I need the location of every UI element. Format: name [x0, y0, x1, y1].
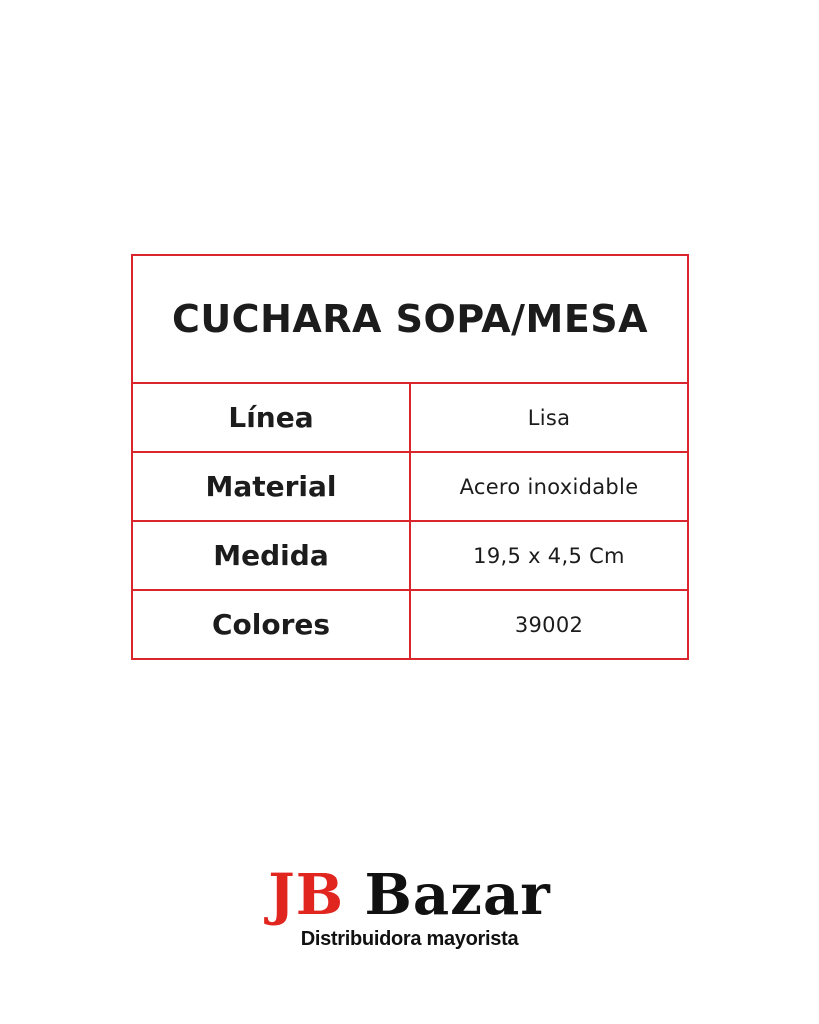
- spec-label-linea: Línea: [132, 383, 410, 452]
- spec-value-colores: 39002: [410, 590, 688, 659]
- brand-name-bazar: Bazar: [364, 862, 551, 928]
- table-row: [132, 590, 688, 659]
- product-spec-table: [131, 254, 689, 660]
- table-row: [132, 521, 688, 590]
- spec-value-medida: 19,5 x 4,5 Cm: [410, 521, 688, 590]
- table-row: [132, 383, 688, 452]
- spec-label-colores: Colores: [132, 590, 410, 659]
- table-row: [132, 452, 688, 521]
- spec-value-material: Acero inoxidable: [410, 452, 688, 521]
- spec-value-linea: Lisa: [410, 383, 688, 452]
- brand-name-jb: JB: [268, 862, 345, 928]
- brand-logo: [0, 862, 819, 928]
- brand-tagline: Distribuidora mayorista: [300, 928, 519, 950]
- product-title: CUCHARA SOPA/MESA: [132, 255, 688, 383]
- spec-label-material: Material: [132, 452, 410, 521]
- brand-logo-block: [0, 862, 819, 951]
- spec-label-medida: Medida: [132, 521, 410, 590]
